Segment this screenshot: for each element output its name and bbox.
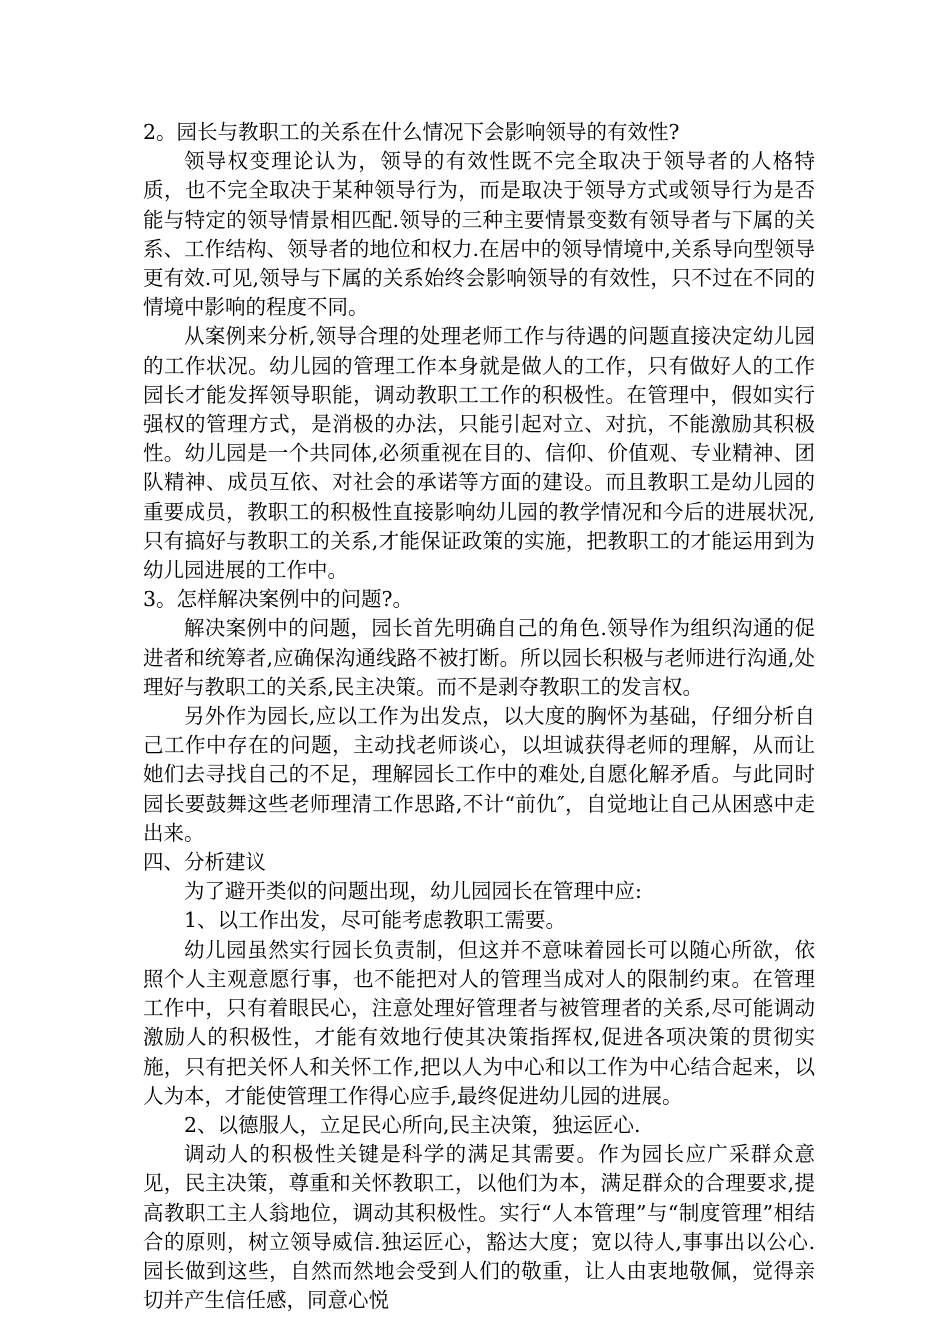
paragraph-case-analysis: 从案例来分析,领导合理的处理老师工作与待遇的问题直接决定幼儿园的工作状况。幼儿园的管理工作本身就是做人的工作，只有做好人的工作园长才能发挥领导职能，调动教职工工作的积极性。在管理中，假如实行强权的管理方式，是消极的办法，只能引起对立、对抗，不能激励其积极性。幼儿园是一个共同体,必须重视在目的、信仰、价值观、专业精神、团队精神、成员互依、对社会的承诺等方面的建设。而且教职工是幼儿园的重要成员，教职工的积极性直接影响幼儿园的教学情况和今后的进展状况,只有搞好与教职工的关系,才能保证政策的实施，把教职工的才能运用到为幼儿园进展的工作中。	[143, 324, 815, 583]
paragraph-contingency-theory: 领导权变理论认为，领导的有效性既不完全取决于领导者的人格特质，也不完全取决于某种领导行为，而是取决于领导方式或领导行为是否能与特定的领导情景相匹配.领导的三种主要情景变数有领导者与下属的关系、工作结构、领导者的地位和权力.在居中的领导情境中,关系导向型领导更有效.可见,领导与下属的关系始终会影响领导的有效性，只不过在不同的情境中影响的程度不同。	[143, 149, 815, 320]
paragraph-suggestion-intro: 为了避开类似的问题出现，幼儿园园长在管理中应:	[184, 879, 642, 904]
paragraph-solution-principal: 另外作为园长,应以工作为出发点，以大度的胸怀为基础，仔细分析自己工作中存在的问题，主动找老师谈心，以坦诚获得老师的理解，从而让她们去寻找自己的不足，理解园长工作中的难处,自愿化解矛盾。与此同时园长要鼓舞这些老师理清工作思路,不计“前仇″，自觉地让自己从困惑中走出来。	[143, 704, 815, 845]
section-heading-4: 四、分析建议	[143, 850, 266, 875]
section-heading-2: 2。园长与教职工的关系在什么情况下会影响领导的有效性?	[143, 120, 680, 144]
document-body	[143, 118, 815, 1315]
paragraph-solution-communication: 解决案例中的问题，园长首先明确自己的角色.领导作为组织沟通的促进者和统筹者,应确保沟通线路不被打断。所以园长积极与老师进行沟通,处理好与教职工的关系,民主决策。而不是剥夺教职工的发言权。	[143, 616, 815, 699]
section-heading-3: 3。怎样解决案例中的问题?。	[143, 587, 414, 612]
paragraph-suggestion-2-body: 调动人的积极性关键是科学的满足其需要。作为园长应广采群众意见，民主决策，尊重和关怀教职工，以他们为本，满足群众的合理要求,提高教职工主人翁地位，调动其积极性。实行“人本管理”与“制度管理”相结合的原则，树立领导威信.独运匠心，豁达大度；宽以待人,事事出以公心.园长做到这些，自然而然地会受到人们的敬重，让人由衷地敬佩，觉得亲切并产生信任感，同意心悦	[143, 1142, 815, 1313]
suggestion-item-1: 1、以工作出发，尽可能考虑教职工需要。	[184, 908, 567, 933]
suggestion-item-2: 2、以德服人，立足民心所向,民主决策，独运匠心.	[184, 1112, 641, 1137]
paragraph-suggestion-1-body: 幼儿园虽然实行园长负责制，但这并不意味着园长可以随心所欲，依照个人主观意愿行事，也不能把对人的管理当成对人的限制约束。在管理工作中，只有着眼民心，注意处理好管理者与被管理者的关系,尽可能调动激励人的积极性，才能有效地行使其决策指挥权,促进各项决策的贯彻实施，只有把关怀人和关怀工作,把以人为中心和以工作为中心结合起来，以人为本，才能使管理工作得心应手,最终促进幼儿园的进展。	[143, 937, 815, 1108]
